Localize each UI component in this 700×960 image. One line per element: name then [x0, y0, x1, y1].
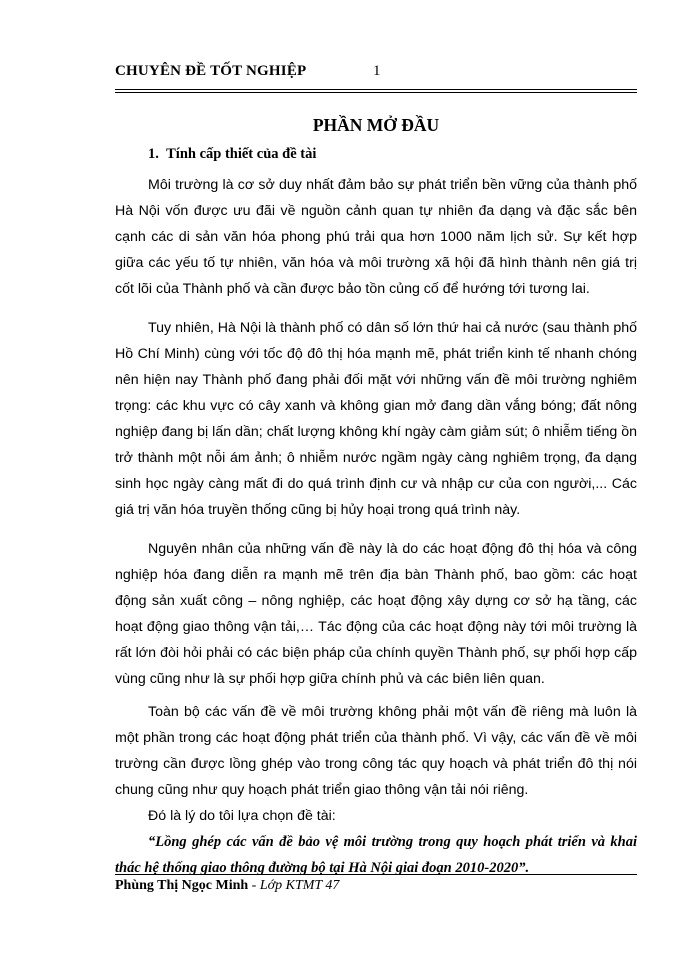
thesis-title: “Lồng ghép các vấn đề bảo vệ môi trường trong quy hoạch phát triển và khai thác hệ thống giao thông đường bộ tại Hà Nội giai đoạn 2010-2020”. [115, 834, 637, 876]
paragraph-3: Nguyên nhân của những vấn đề này là do các hoạt động đô thị hóa và công nghiệp hóa đang diễn ra mạnh mẽ trên địa bàn Thành phố, bao gồm: các hoạt động sản xuất công – nông nghiệp, các hoạt động xây dựng cơ sở hạ tầng, các hoạt động giao thông vận tải,… Tác động của các hoạt động này tới môi trường là rất lớn đòi hỏi phải có các biện pháp của chính quyền Thành phố, sự phối hợp cấp vùng cũng như là sự phối hợp giữa chính phủ và các biên liên quan. [115, 541, 637, 687]
page-header [115, 63, 637, 89]
page-number: 1 [373, 63, 381, 79]
header-rule [115, 89, 637, 90]
footer-class: Lớp KTMT 47 [259, 878, 340, 893]
section-number: 1. [148, 146, 159, 162]
footer-separator: - [248, 878, 260, 893]
page-footer [115, 878, 339, 894]
part-title: PHẦN MỞ ĐẦU [312, 115, 440, 135]
paragraph-5: Đó là lý do tôi lựa chọn đề tài: [148, 808, 336, 824]
paragraph-4: Toàn bộ các vấn đề về môi trường không phải một vấn đề riêng mà luôn là một phần trong các hoạt động phát triển của thành phố. Vì vậy, các vấn đề về môi trường cần được lồng ghép vào trong công tác quy hoạch và phát triển đô thị nói chung cũng như quy hoạch phát triển giao thông vận tải nói riêng. [115, 704, 637, 798]
paragraph-1: Môi trường là cơ sở duy nhất đảm bảo sự phát triển bền vững của thành phố Hà Nội vốn được ưu đãi về nguồn cảnh quan tự nhiên đa dạng và đặc sắc bên cạnh các di sản văn hóa phong phú trải qua hơn 1000 năm lịch sử. Sự kết hợp giữa các yếu tố tự nhiên, văn hóa và môi trường xã hội đã hình thành nên giá trị cốt lõi của Thành phố và cần được bảo tồn củng cố để hướng tới tương lai. [115, 177, 637, 297]
header-rule-double [115, 92, 637, 93]
header-title: CHUYÊN ĐỀ TỐT NGHIỆP [115, 63, 307, 79]
footer-author: Phùng Thị Ngọc Minh [115, 878, 249, 893]
paragraph-2: Tuy nhiên, Hà Nội là thành phố có dân số lớn thứ hai cả nước (sau thành phố Hồ Chí Minh) cùng với tốc độ đô thị hóa mạnh mẽ, phát triển kinh tế nhanh chóng nên hiện nay Thành phố đang phải đối mặt với những vấn đề môi trường nghiêm trọng: các khu vực có cây xanh và không gian mở đang dần vắng bóng; đất nông nghiệp đang bị lấn dần; chất lượng không khí ngày càm giảm sút; ô nhiễm tiếng ồn trở thành một nỗi ám ảnh; ô nhiễm nước ngầm ngày càng nghiêm trọng, đa dạng sinh học ngày càng mất đi do quá trình định cư và nhập cư của con người,... Các giá trị văn hóa truyền thống cũng bị hủy hoại trong quá trình này. [115, 320, 637, 518]
section-heading [148, 146, 316, 163]
body-text [115, 172, 637, 881]
section-heading-text: Tính cấp thiết của đề tài [166, 146, 317, 162]
footer-rule [115, 874, 637, 875]
